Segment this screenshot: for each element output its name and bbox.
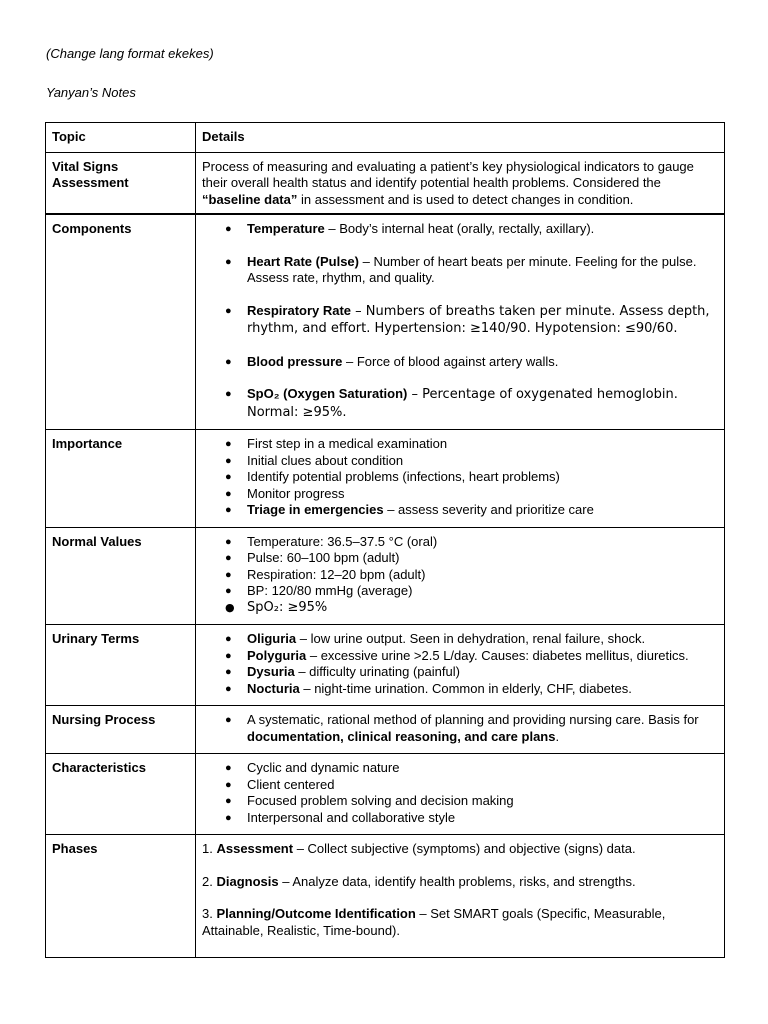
phase-term: Planning/Outcome Identification xyxy=(216,906,416,921)
phase-desc: – Analyze data, identify health problems, risks, and strengths. xyxy=(278,873,636,889)
phase-number: 1. xyxy=(202,841,217,856)
list-item xyxy=(202,254,718,287)
phase-number: 2. xyxy=(202,873,217,889)
row-importance xyxy=(46,430,725,528)
list-item: ● SpO₂: ≥95% xyxy=(202,600,718,617)
vital-text-end: in assessment and is used to detect changes in condition. xyxy=(297,191,634,207)
list-item: ● First step in a medical examination xyxy=(202,436,718,453)
item-term: Respiratory Rate xyxy=(247,302,352,318)
phase-number: 3. xyxy=(202,906,217,921)
item-desc: – Numbers of breaths taken per minute. Assess depth, rhythm, and effort. Hypertension: ≥140/90. Hypotension: ≤90/60. xyxy=(247,303,710,336)
topic-cell: Importance xyxy=(46,430,196,528)
phase-item xyxy=(202,874,718,891)
phase-item xyxy=(202,841,718,858)
details-cell xyxy=(196,214,725,430)
phase-desc: – Set SMART goals (Specific, Measurable, Attainable, Realistic, Time-bound). xyxy=(202,906,666,938)
item-desc: – night-time urination. Common in elderly, CHF, diabetes. xyxy=(299,680,632,696)
item-term: SpO₂ (Oxygen Saturation) xyxy=(247,386,408,401)
item-desc: – assess severity and prioritize care xyxy=(383,502,594,517)
list-item xyxy=(202,664,718,681)
vital-bold: “baseline data” xyxy=(202,191,298,207)
normal-values-list xyxy=(202,534,718,617)
table-header-row xyxy=(46,123,725,153)
row-components xyxy=(46,214,725,430)
list-item: ● Cyclic and dynamic nature xyxy=(202,760,718,777)
item-desc: – Body’s internal heat (orally, rectally, axillary). xyxy=(324,221,595,236)
item-term: Blood pressure xyxy=(247,353,343,369)
phase-item xyxy=(202,906,718,939)
item-desc: – Force of blood against artery walls. xyxy=(342,353,559,369)
item-desc: – Percentage of oxygenated hemoglobin. Normal: ≥95%. xyxy=(247,387,678,420)
importance-list xyxy=(202,436,718,519)
item-term: Triage in emergencies xyxy=(247,502,384,517)
vital-text: Process of measuring and evaluating a patient’s key physiological indicators to gauge their overall health status and identify potential health problems. Considered the xyxy=(202,158,694,190)
details-cell xyxy=(196,706,725,754)
item-term: Oliguria xyxy=(247,631,297,646)
phase-term: Assessment xyxy=(216,841,294,856)
list-item xyxy=(202,303,718,338)
item-desc: – difficulty urinating (painful) xyxy=(294,664,460,679)
phase-term: Diagnosis xyxy=(216,873,279,889)
list-item xyxy=(202,502,718,519)
characteristics-list xyxy=(202,760,718,826)
topic-cell: Components xyxy=(46,214,196,430)
topic-cell: Vital Signs Assessment xyxy=(46,152,196,214)
details-cell xyxy=(196,152,725,214)
list-item xyxy=(202,221,718,238)
list-item: ● Interpersonal and collaborative style xyxy=(202,810,718,827)
list-item: ● BP: 120/80 mmHg (average) xyxy=(202,583,718,600)
list-item xyxy=(202,631,718,648)
topic-cell: Urinary Terms xyxy=(46,625,196,706)
row-normal-values xyxy=(46,527,725,625)
row-urinary-terms xyxy=(46,625,725,706)
list-item xyxy=(202,712,718,745)
details-cell xyxy=(196,835,725,958)
topic-cell: Phases xyxy=(46,835,196,958)
nursing-list xyxy=(202,712,718,745)
row-vital-signs xyxy=(46,152,725,214)
list-item: ● Initial clues about condition xyxy=(202,453,718,470)
details-cell xyxy=(196,625,725,706)
list-item: ● Monitor progress xyxy=(202,486,718,503)
list-item: ● Respiration: 12–20 bpm (adult) xyxy=(202,567,718,584)
header-topic: Topic xyxy=(46,123,196,153)
topic-cell: Characteristics xyxy=(46,754,196,835)
item-desc: – low urine output. Seen in dehydration, renal failure, shock. xyxy=(296,631,646,646)
list-item: ● Temperature: 36.5–37.5 °C (oral) xyxy=(202,534,718,551)
list-item: ● Client centered xyxy=(202,777,718,794)
details-cell xyxy=(196,754,725,835)
components-list xyxy=(202,221,718,421)
list-item xyxy=(202,681,718,698)
list-item: ● Pulse: 60–100 bpm (adult) xyxy=(202,550,718,567)
item-desc: – excessive urine >2.5 L/day. Causes: diabetes mellitus, diuretics. xyxy=(306,647,689,663)
list-item xyxy=(202,354,718,371)
details-cell xyxy=(196,430,725,528)
topic-cell: Normal Values xyxy=(46,527,196,625)
doc-author-line: Yanyan’s Notes xyxy=(46,85,136,100)
item-term: documentation, clinical reasoning, and care plans xyxy=(247,728,556,744)
list-item xyxy=(202,386,718,421)
details-cell xyxy=(196,527,725,625)
row-phases xyxy=(46,835,725,958)
doc-note-line: (Change lang format ekekes) xyxy=(46,46,214,61)
notes-table xyxy=(45,122,725,958)
item-desc: A systematic, rational method of planning and providing nursing care. Basis for xyxy=(247,712,699,727)
header-details: Details xyxy=(196,123,725,153)
phase-desc: – Collect subjective (symptoms) and objective (signs) data. xyxy=(293,841,636,856)
urinary-list xyxy=(202,631,718,697)
item-term: Polyguria xyxy=(247,647,307,663)
item-term: Temperature xyxy=(247,221,325,236)
item-end: . xyxy=(555,728,560,744)
row-nursing-process xyxy=(46,706,725,754)
list-item: ● Focused problem solving and decision making xyxy=(202,793,718,810)
topic-cell: Nursing Process xyxy=(46,706,196,754)
item-term: Heart Rate (Pulse) xyxy=(247,253,359,269)
list-item: ● Identify potential problems (infections, heart problems) xyxy=(202,469,718,486)
item-desc: – Number of heart beats per minute. Feeling for the pulse. Assess rate, rhythm, and quality. xyxy=(247,253,697,285)
item-term: Nocturia xyxy=(247,680,300,696)
row-characteristics xyxy=(46,754,725,835)
list-item xyxy=(202,648,718,665)
item-term: Dysuria xyxy=(247,664,295,679)
